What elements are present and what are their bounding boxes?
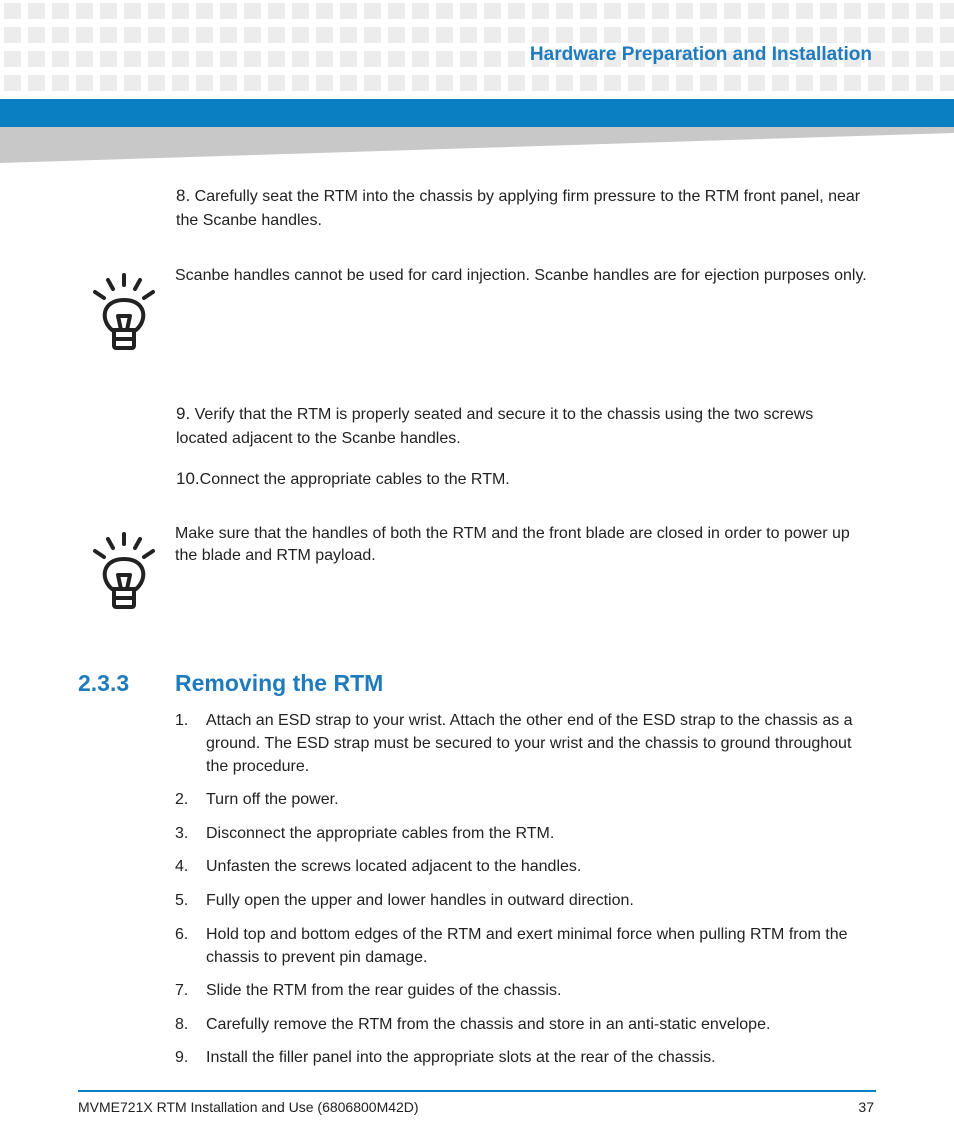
header-title: Hardware Preparation and Installation	[529, 44, 872, 65]
pattern-tile	[748, 3, 765, 19]
list-item-number: 7.	[175, 982, 189, 999]
pattern-tile	[628, 75, 645, 91]
pattern-tile	[868, 75, 885, 91]
pattern-tile	[316, 3, 333, 19]
step-text: Connect the appropriate cables to the RTM.	[199, 471, 510, 488]
pattern-tile	[148, 75, 165, 91]
pattern-tile	[4, 51, 21, 67]
pattern-tile	[292, 75, 309, 91]
page-number: 37	[858, 1099, 874, 1115]
pattern-tile	[508, 27, 525, 43]
footer-rule	[78, 1090, 876, 1092]
list-item	[175, 788, 875, 811]
pattern-tile	[820, 75, 837, 91]
pattern-tile	[340, 75, 357, 91]
pattern-tile	[772, 75, 789, 91]
pattern-tile	[316, 51, 333, 67]
list-item-number: 5.	[175, 892, 189, 909]
list-item-text: Slide the RTM from the rear guides of the chassis.	[206, 982, 562, 999]
list-item-text: Install the filler panel into the appropriate slots at the rear of the chassis.	[206, 1049, 716, 1066]
pattern-tile	[628, 3, 645, 19]
pattern-tile	[700, 27, 717, 43]
pattern-tile	[532, 27, 549, 43]
pattern-tile	[532, 75, 549, 91]
list-item-number: 2.	[175, 791, 189, 808]
pattern-tile	[580, 75, 597, 91]
list-item	[175, 889, 875, 912]
pattern-tile	[172, 3, 189, 19]
pattern-tile	[100, 75, 117, 91]
pattern-tile	[796, 3, 813, 19]
header-wedge	[0, 127, 954, 163]
pattern-tile	[268, 51, 285, 67]
pattern-tile	[652, 75, 669, 91]
pattern-tile	[484, 75, 501, 91]
list-item	[175, 1013, 875, 1036]
pattern-tile	[220, 27, 237, 43]
list-item	[175, 923, 875, 969]
pattern-tile	[364, 27, 381, 43]
pattern-tile	[796, 27, 813, 43]
pattern-tile	[892, 3, 909, 19]
pattern-tile	[124, 3, 141, 19]
lightbulb-icon	[92, 531, 156, 611]
pattern-tile	[316, 27, 333, 43]
lightbulb-icon	[92, 272, 156, 352]
pattern-tile	[556, 27, 573, 43]
pattern-tile	[196, 27, 213, 43]
pattern-tile	[484, 27, 501, 43]
pattern-tile	[76, 75, 93, 91]
pattern-tile	[940, 27, 954, 43]
pattern-tile	[916, 75, 933, 91]
pattern-tile	[412, 3, 429, 19]
step-number: 8.	[176, 186, 191, 205]
pattern-tile	[244, 27, 261, 43]
pattern-tile	[460, 3, 477, 19]
pattern-tile	[460, 27, 477, 43]
pattern-tile	[676, 27, 693, 43]
pattern-tile	[220, 75, 237, 91]
pattern-tile	[172, 27, 189, 43]
pattern-tile	[868, 3, 885, 19]
pattern-tile	[508, 3, 525, 19]
pattern-tile	[724, 27, 741, 43]
pattern-tile	[436, 75, 453, 91]
pattern-tile	[148, 3, 165, 19]
header-band	[0, 99, 954, 127]
pattern-tile	[196, 3, 213, 19]
note-text: Scanbe handles cannot be used for card injection. Scanbe handles are for ejection purposes only.	[175, 267, 867, 284]
pattern-tile	[124, 51, 141, 67]
pattern-tile	[76, 3, 93, 19]
pattern-tile	[676, 3, 693, 19]
pattern-tile	[244, 51, 261, 67]
pattern-tile	[748, 27, 765, 43]
pattern-tile	[148, 27, 165, 43]
pattern-tile	[172, 75, 189, 91]
pattern-tile	[220, 51, 237, 67]
pattern-tile	[196, 51, 213, 67]
pattern-tile	[268, 75, 285, 91]
list-item	[175, 1046, 875, 1069]
pattern-tile	[580, 27, 597, 43]
pattern-tile	[124, 27, 141, 43]
pattern-tile	[724, 75, 741, 91]
pattern-tile	[436, 51, 453, 67]
pattern-tile	[652, 3, 669, 19]
list-item-text: Fully open the upper and lower handles in outward direction.	[206, 892, 634, 909]
pattern-tile	[52, 3, 69, 19]
pattern-tile	[556, 75, 573, 91]
pattern-tile	[748, 75, 765, 91]
pattern-tile	[844, 27, 861, 43]
pattern-tile	[292, 51, 309, 67]
list-item-number: 4.	[175, 858, 189, 875]
pattern-tile	[28, 75, 45, 91]
pattern-tile	[700, 3, 717, 19]
pattern-tile	[364, 51, 381, 67]
pattern-tile	[220, 3, 237, 19]
pattern-tile	[124, 75, 141, 91]
pattern-tile	[700, 75, 717, 91]
pattern-tile	[892, 27, 909, 43]
list-item-text: Disconnect the appropriate cables from the RTM.	[206, 825, 555, 842]
section-title: Removing the RTM	[175, 670, 384, 696]
list-item-number: 9.	[175, 1049, 189, 1066]
list-item	[175, 709, 875, 778]
pattern-tile	[100, 27, 117, 43]
pattern-tile	[172, 51, 189, 67]
pattern-tile	[916, 3, 933, 19]
step-text: Carefully seat the RTM into the chassis by applying firm pressure to the RTM front panel, near the Scanbe handles.	[176, 188, 861, 229]
step-number: 9.	[176, 404, 191, 423]
pattern-tile	[244, 75, 261, 91]
pattern-tile	[388, 75, 405, 91]
pattern-tile	[604, 27, 621, 43]
pattern-tile	[676, 75, 693, 91]
pattern-tile	[652, 27, 669, 43]
pattern-tile	[412, 51, 429, 67]
pattern-tile	[292, 27, 309, 43]
list-item	[175, 979, 875, 1002]
pattern-tile	[916, 51, 933, 67]
pattern-tile	[820, 3, 837, 19]
pattern-tile	[388, 3, 405, 19]
pattern-tile	[484, 3, 501, 19]
pattern-tile	[436, 3, 453, 19]
list-item-number: 3.	[175, 825, 189, 842]
pattern-tile	[4, 75, 21, 91]
pattern-tile	[4, 3, 21, 19]
pattern-tile	[268, 3, 285, 19]
pattern-tile	[4, 27, 21, 43]
list-item-number: 6.	[175, 926, 189, 943]
pattern-tile	[52, 75, 69, 91]
pattern-tile	[340, 51, 357, 67]
pattern-tile	[148, 51, 165, 67]
step-item	[176, 402, 866, 451]
pattern-tile	[604, 75, 621, 91]
pattern-tile	[28, 51, 45, 67]
pattern-tile	[28, 27, 45, 43]
list-item-number: 8.	[175, 1016, 189, 1033]
pattern-tile	[508, 75, 525, 91]
pattern-tile	[892, 51, 909, 67]
list-item	[175, 855, 875, 878]
pattern-tile	[76, 51, 93, 67]
pattern-tile	[340, 3, 357, 19]
pattern-tile	[508, 51, 525, 67]
pattern-tile	[244, 3, 261, 19]
pattern-tile	[100, 3, 117, 19]
pattern-tile	[556, 3, 573, 19]
pattern-tile	[724, 3, 741, 19]
pattern-tile	[364, 3, 381, 19]
list-item-text: Attach an ESD strap to your wrist. Attach the other end of the ESD strap to the chassis as a ground. The ESD strap must be secured to your wrist and the chassis to ground throughout the procedure.	[206, 712, 853, 775]
pattern-tile	[28, 3, 45, 19]
pattern-tile	[292, 3, 309, 19]
pattern-tile	[940, 3, 954, 19]
pattern-tile	[52, 51, 69, 67]
pattern-tile	[940, 51, 954, 67]
pattern-tile	[100, 51, 117, 67]
pattern-tile	[388, 51, 405, 67]
pattern-tile	[628, 27, 645, 43]
list-item-number: 1.	[175, 712, 189, 729]
list-item-text: Unfasten the screws located adjacent to the handles.	[206, 858, 582, 875]
pattern-tile	[820, 27, 837, 43]
pattern-tile	[388, 27, 405, 43]
pattern-tile	[484, 51, 501, 67]
note-text: Make sure that the handles of both the RTM and the front blade are closed in order to power up the blade and RTM payload.	[175, 525, 850, 564]
pattern-tile	[916, 27, 933, 43]
list-item-text: Carefully remove the RTM from the chassis and store in an anti-static envelope.	[206, 1016, 771, 1033]
pattern-tile	[844, 3, 861, 19]
pattern-tile	[364, 75, 381, 91]
pattern-tile	[412, 75, 429, 91]
pattern-tile	[580, 3, 597, 19]
list-item-text: Hold top and bottom edges of the RTM and exert minimal force when pulling RTM from the chassis to prevent pin damage.	[206, 926, 848, 966]
pattern-tile	[532, 3, 549, 19]
pattern-tile	[868, 27, 885, 43]
pattern-tile	[460, 51, 477, 67]
pattern-tile	[460, 75, 477, 91]
pattern-tile	[316, 75, 333, 91]
pattern-tile	[940, 75, 954, 91]
pattern-tile	[604, 3, 621, 19]
pattern-tile	[844, 75, 861, 91]
pattern-tile	[196, 75, 213, 91]
section-number: 2.3.3	[78, 670, 130, 696]
step-item	[176, 184, 866, 233]
pattern-tile	[892, 75, 909, 91]
list-item	[175, 822, 875, 845]
pattern-tile	[796, 75, 813, 91]
step-item	[176, 467, 866, 492]
step-text: Verify that the RTM is properly seated and secure it to the chassis using the two screws located adjacent to the Scanbe handles.	[176, 406, 814, 447]
pattern-tile	[268, 27, 285, 43]
pattern-tile	[436, 27, 453, 43]
pattern-tile	[772, 27, 789, 43]
pattern-tile	[52, 27, 69, 43]
pattern-tile	[340, 27, 357, 43]
pattern-tile	[412, 27, 429, 43]
list-item-text: Turn off the power.	[206, 791, 339, 808]
pattern-tile	[76, 27, 93, 43]
step-number: 10.	[176, 469, 200, 488]
footer-document-title: MVME721X RTM Installation and Use (6806800M42D)	[78, 1099, 419, 1115]
pattern-tile	[772, 3, 789, 19]
